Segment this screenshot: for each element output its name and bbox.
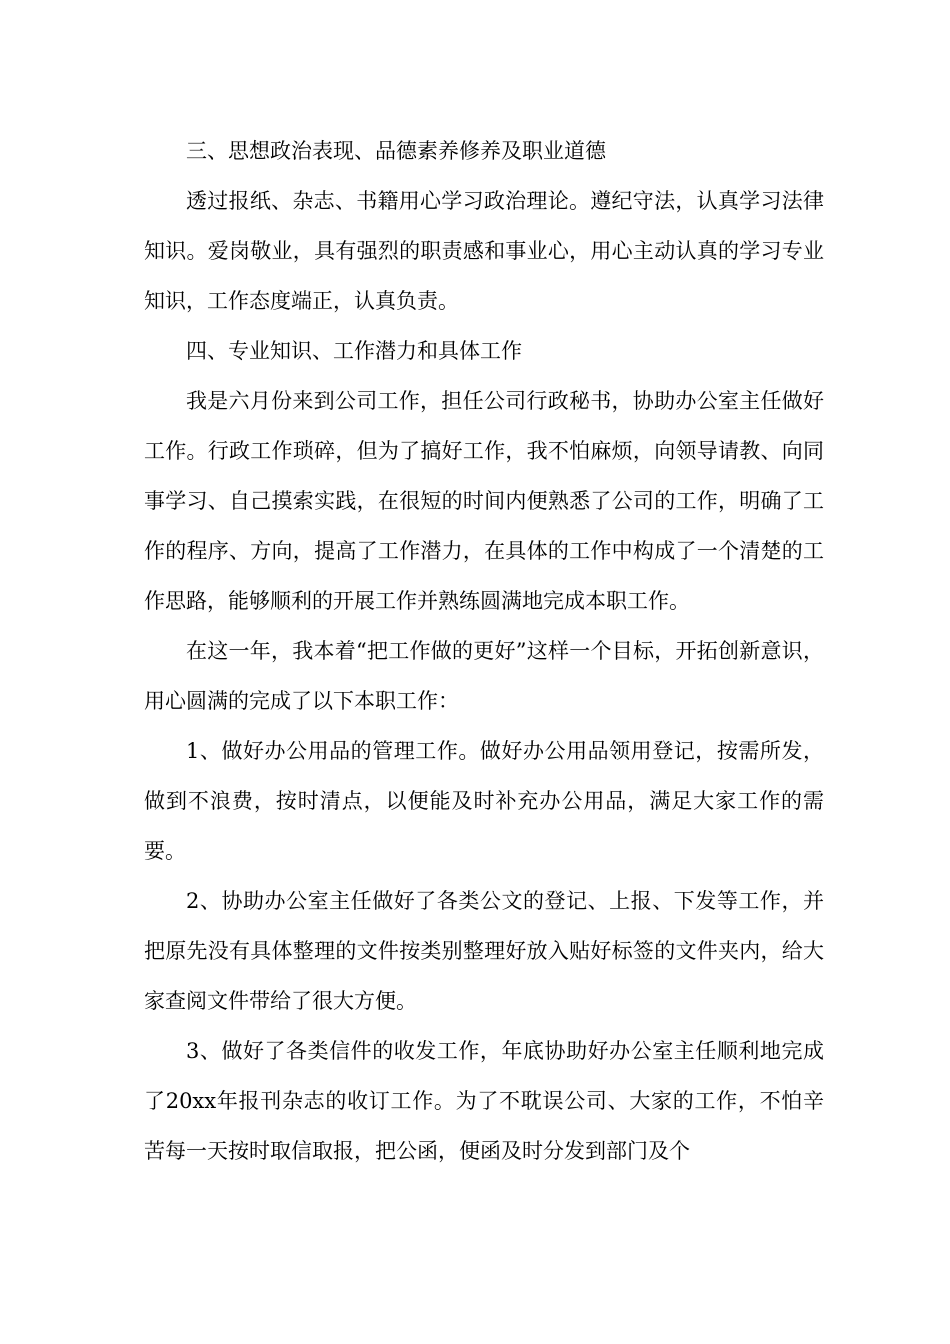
paragraph-job-intro: 我是六月份来到公司工作，担任公司行政秘书，协助办公室主任做好工作。行政工作琐碎，但为了搞好工作，我不怕麻烦，向领导请教、向同事学习、自己摸索实践，在很短的时间内便熟悉了公司的工作，明确了工作的程序、方向，提高了工作潜力，在具体的工作中构成了一个清楚的工作思路，能够顺利的开展工作并熟练圆满地完成本职工作。 bbox=[144, 389, 824, 613]
list-item-3: 3、做好了各类信件的收发工作，年底协助好办公室主任顺利地完成了20xx年报刊杂志的收订工作。为了不耽误公司、大家的工作，不怕辛苦每一天按时取信取报，把公函，便函及时分发到部门及个 bbox=[144, 1039, 824, 1163]
paragraph-year-goal: 在这一年，我本着“把工作做的更好”这样一个目标，开拓创新意识，用心圆满的完成了以下本职工作： bbox=[144, 639, 824, 713]
paragraph-political-study: 透过报纸、杂志、书籍用心学习政治理论。遵纪守法，认真学习法律知识。爱岗敬业，具有强烈的职责感和事业心，用心主动认真的学习专业知识，工作态度端正，认真负责。 bbox=[144, 189, 824, 313]
section-heading-4: 四、专业知识、工作潜力和具体工作 bbox=[186, 339, 522, 363]
list-item-2: 2、协助办公室主任做好了各类公文的登记、上报、下发等工作，并把原先没有具体整理的文件按类别整理好放入贴好标签的文件夹内，给大家查阅文件带给了很大方便。 bbox=[144, 889, 824, 1013]
list-item-1: 1、做好办公用品的管理工作。做好办公用品领用登记，按需所发，做到不浪费，按时清点，以便能及时补充办公用品，满足大家工作的需要。 bbox=[144, 739, 824, 863]
document-page bbox=[144, 126, 824, 1176]
section-heading-3: 三、思想政治表现、品德素养修养及职业道德 bbox=[186, 139, 606, 163]
